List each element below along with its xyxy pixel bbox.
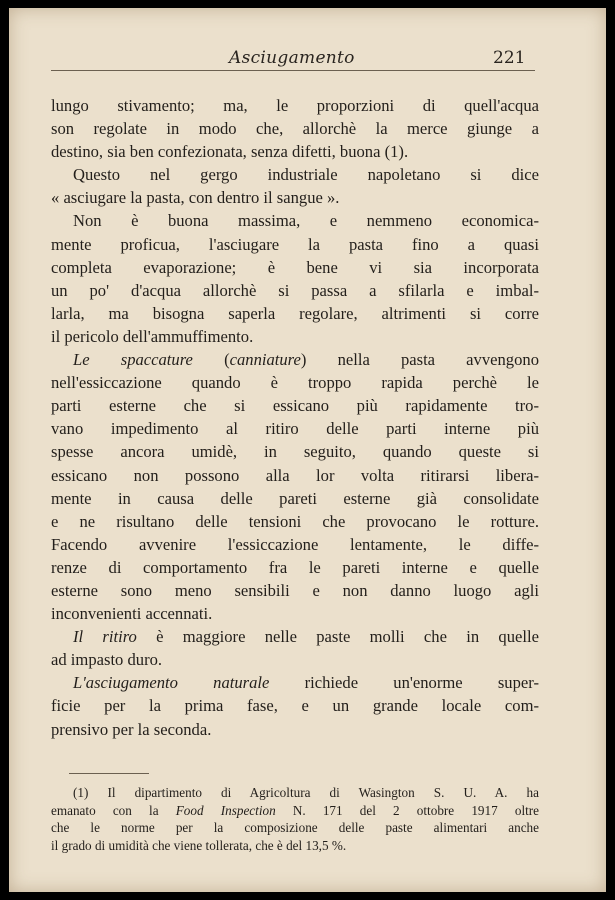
text-fragment: è maggiore nelle paste molli che in quelle xyxy=(156,627,539,647)
text-line: completa evaporazione; è bene vi sia incorporata xyxy=(51,257,539,277)
text-line: mente proficua, l'asciugare la pasta fino a quasi xyxy=(51,234,539,254)
footnote-line xyxy=(51,802,539,820)
text-fragment: richiede un'enorme super- xyxy=(304,673,539,693)
body-text xyxy=(51,94,539,741)
italic-term: Il ritiro xyxy=(73,627,137,647)
page-header xyxy=(9,46,606,70)
text-line: esterne sono meno sensibili e non danno luogo agli xyxy=(51,580,539,600)
book-page xyxy=(9,8,606,892)
italic-term: Food Inspection xyxy=(175,802,276,818)
text-fragment: N. 171 del 2 ottobre 1917 oltre xyxy=(292,802,540,818)
text-line: ad impasto duro. xyxy=(51,650,163,670)
footnote xyxy=(51,784,539,854)
footnote-line: (1) Il dipartimento di Agricoltura di Wasington S. U. A. ha xyxy=(73,785,539,800)
text-fragment: nella pasta avvengono xyxy=(337,350,539,370)
footnote-line: il grado di umidità che viene tollerata, che è del 13,5 %. xyxy=(51,837,347,853)
footnote-line: che le norme per la composizione delle paste alimentari anche xyxy=(51,820,539,836)
text-line xyxy=(51,625,539,648)
text-line: il pericolo dell'ammuffimento. xyxy=(51,326,254,346)
text-line: Questo nel gergo industriale napoletano si dice xyxy=(73,165,539,185)
text-line-content: destino, sia ben confezionata, senza difetti, buona (1). xyxy=(51,142,409,162)
text-line: Le spaccature (canniature) nella pasta avvengono xyxy=(73,350,539,370)
footnote-rule xyxy=(69,773,149,774)
text-line: nell'essiccazione quando è troppo rapida perchè le xyxy=(51,373,539,393)
text-fragment: emanato con la xyxy=(51,802,159,818)
text-line: ficie per la prima fase, e un grande locale com- xyxy=(51,696,539,716)
text-line: renze di comportamento fra le pareti interne e quelle xyxy=(51,557,539,577)
text-line: parti esterne che si essicano più rapidamente tro- xyxy=(51,396,539,416)
running-title: Asciugamento xyxy=(229,48,355,68)
text-line: mente in causa delle pareti esterne già consolidate xyxy=(51,488,539,508)
page-number: 221 xyxy=(493,48,526,68)
text-line: larla, ma bisogna saperla regolare, altrimenti si corre xyxy=(51,303,539,323)
italic-term: L'asciugamento naturale xyxy=(73,673,270,693)
italic-term: canniature xyxy=(229,350,301,370)
text-line xyxy=(51,140,539,163)
text-line: inconvenienti accennati. xyxy=(51,604,213,624)
text-line: vano impedimento al ritiro delle parti interne più xyxy=(51,419,539,439)
text-line xyxy=(51,671,539,694)
text-line: Non è buona massima, e nemmeno economica- xyxy=(73,211,539,231)
text-line: lungo stivamento; ma, le proporzioni di quell'acqua xyxy=(51,96,539,115)
text-line: « asciugare la pasta, con dentro il sangue ». xyxy=(51,188,340,208)
text-line: spesse ancora umidè, in seguito, quando queste si xyxy=(51,442,539,462)
header-rule xyxy=(51,70,535,71)
text-line: Facendo avvenire l'essiccazione lentamente, le diffe- xyxy=(51,534,539,554)
text-line: prensivo per la seconda. xyxy=(51,719,212,739)
text-line: un po' d'acqua allorchè si passa a sfilarla e imbal- xyxy=(51,280,539,300)
text-line: e ne risultano delle tensioni che provocano le rotture. xyxy=(51,511,539,531)
italic-term: Le spaccature xyxy=(73,350,193,370)
text-line: essicano non possono alla lor volta ritirarsi libera- xyxy=(51,465,539,485)
text-line: son regolate in modo che, allorchè la merce giunge a xyxy=(51,119,539,139)
